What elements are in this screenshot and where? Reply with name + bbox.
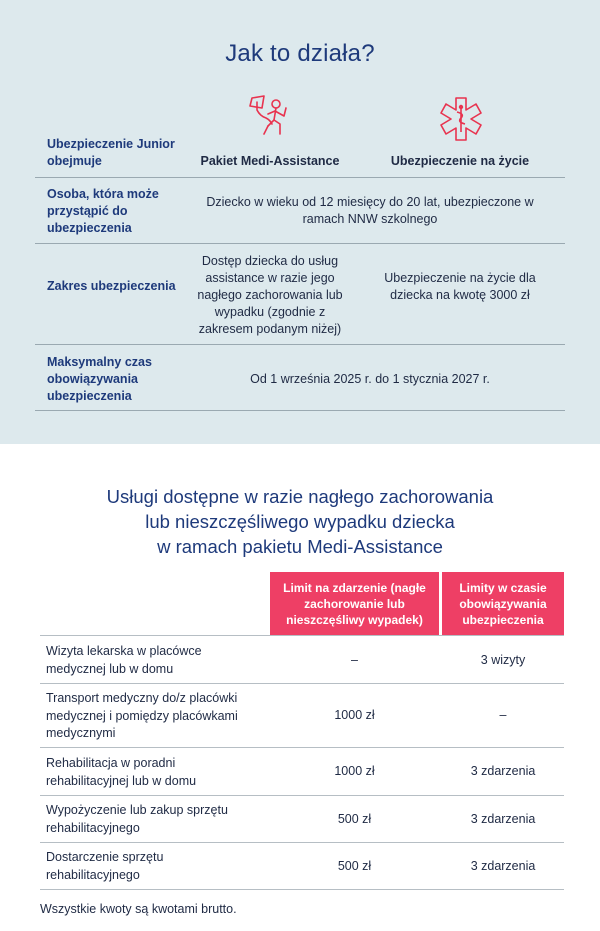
divider [40, 889, 564, 890]
divider [40, 747, 564, 748]
service-name: Dostarczenie sprzętu rehabilitacyjnego [46, 850, 164, 882]
services-title-line: w ramach pakietu Medi-Assistance [157, 536, 443, 557]
row-value-period: Od 1 września 2025 r. do 1 stycznia 2027 r. [250, 372, 490, 386]
row-label-period: Maksymalny czas obowiązywania ubezpieczenia [47, 355, 152, 403]
services-title [0, 484, 600, 559]
section-heading: Jak to działa? [225, 40, 375, 67]
header-col1: Pakiet Medi-Assistance [200, 154, 340, 168]
service-total: 3 wizyty [480, 653, 526, 667]
divider [35, 344, 565, 345]
divider [35, 243, 565, 244]
divider [35, 410, 565, 411]
medical-star-icon [438, 96, 484, 142]
service-name: Wizyta lekarska w placówce medycznej lub w domu [46, 644, 202, 676]
service-name: Transport medyczny do/z placówki medycznej i pomiędzy placówkami medycznymi [46, 691, 238, 740]
row-value-scope-life: Ubezpieczenie na życie dla dziecka na kwotę 3000 zł [384, 271, 536, 302]
service-limit: – [351, 653, 358, 667]
services-title-line: Usługi dostępne w razie nagłego zachorowania [106, 486, 494, 507]
service-total: – [499, 708, 507, 722]
service-total: 3 zdarzenia [470, 764, 536, 778]
row-label-eligibility: Osoba, która może przystąpić do ubezpieczenia [47, 187, 159, 235]
row-value-scope-assistance: Dostęp dziecka do usług assistance w razie jego nagłego zachorowania lub wypadku (zgodnie z zakresem podanym niżej) [197, 254, 343, 336]
service-limit: 1000 zł [334, 708, 375, 722]
services-title-line: lub nieszczęśliwego wypadku dziecka [145, 511, 455, 532]
service-limit: 500 zł [337, 812, 372, 826]
divider [35, 177, 565, 178]
row-label-scope: Zakres ubezpieczenia [47, 279, 176, 293]
service-name: Wypożyczenie lub zakup sprzętu rehabilitacyjnego [46, 803, 228, 835]
limit-per-event-header: Limit na zdarzenie (nagłe zachorowanie lub nieszczęśliwy wypadek) [270, 572, 439, 635]
service-total: 3 zdarzenia [470, 859, 536, 873]
service-limit: 500 zł [337, 859, 372, 873]
service-name: Rehabilitacja w poradni rehabilitacyjnej lub w domu [46, 756, 197, 788]
divider [40, 683, 564, 684]
kite-child-icon [246, 94, 294, 140]
service-total: 3 zdarzenia [470, 812, 536, 826]
service-limit: 1000 zł [334, 764, 375, 778]
limit-total-header: Limity w czasie obowiązywania ubezpieczenia [442, 572, 564, 635]
row-value-eligibility: Dziecko w wieku od 12 miesięcy do 20 lat, ubezpieczone w ramach NNW szkolnego [206, 195, 534, 226]
divider [40, 842, 564, 843]
header-label: Ubezpieczenie Junior obejmuje [47, 137, 175, 168]
divider [40, 795, 564, 796]
divider [40, 635, 564, 636]
footnote: Wszystkie kwoty są kwotami brutto. [40, 902, 237, 916]
header-col2: Ubezpieczenie na życie [390, 154, 530, 168]
